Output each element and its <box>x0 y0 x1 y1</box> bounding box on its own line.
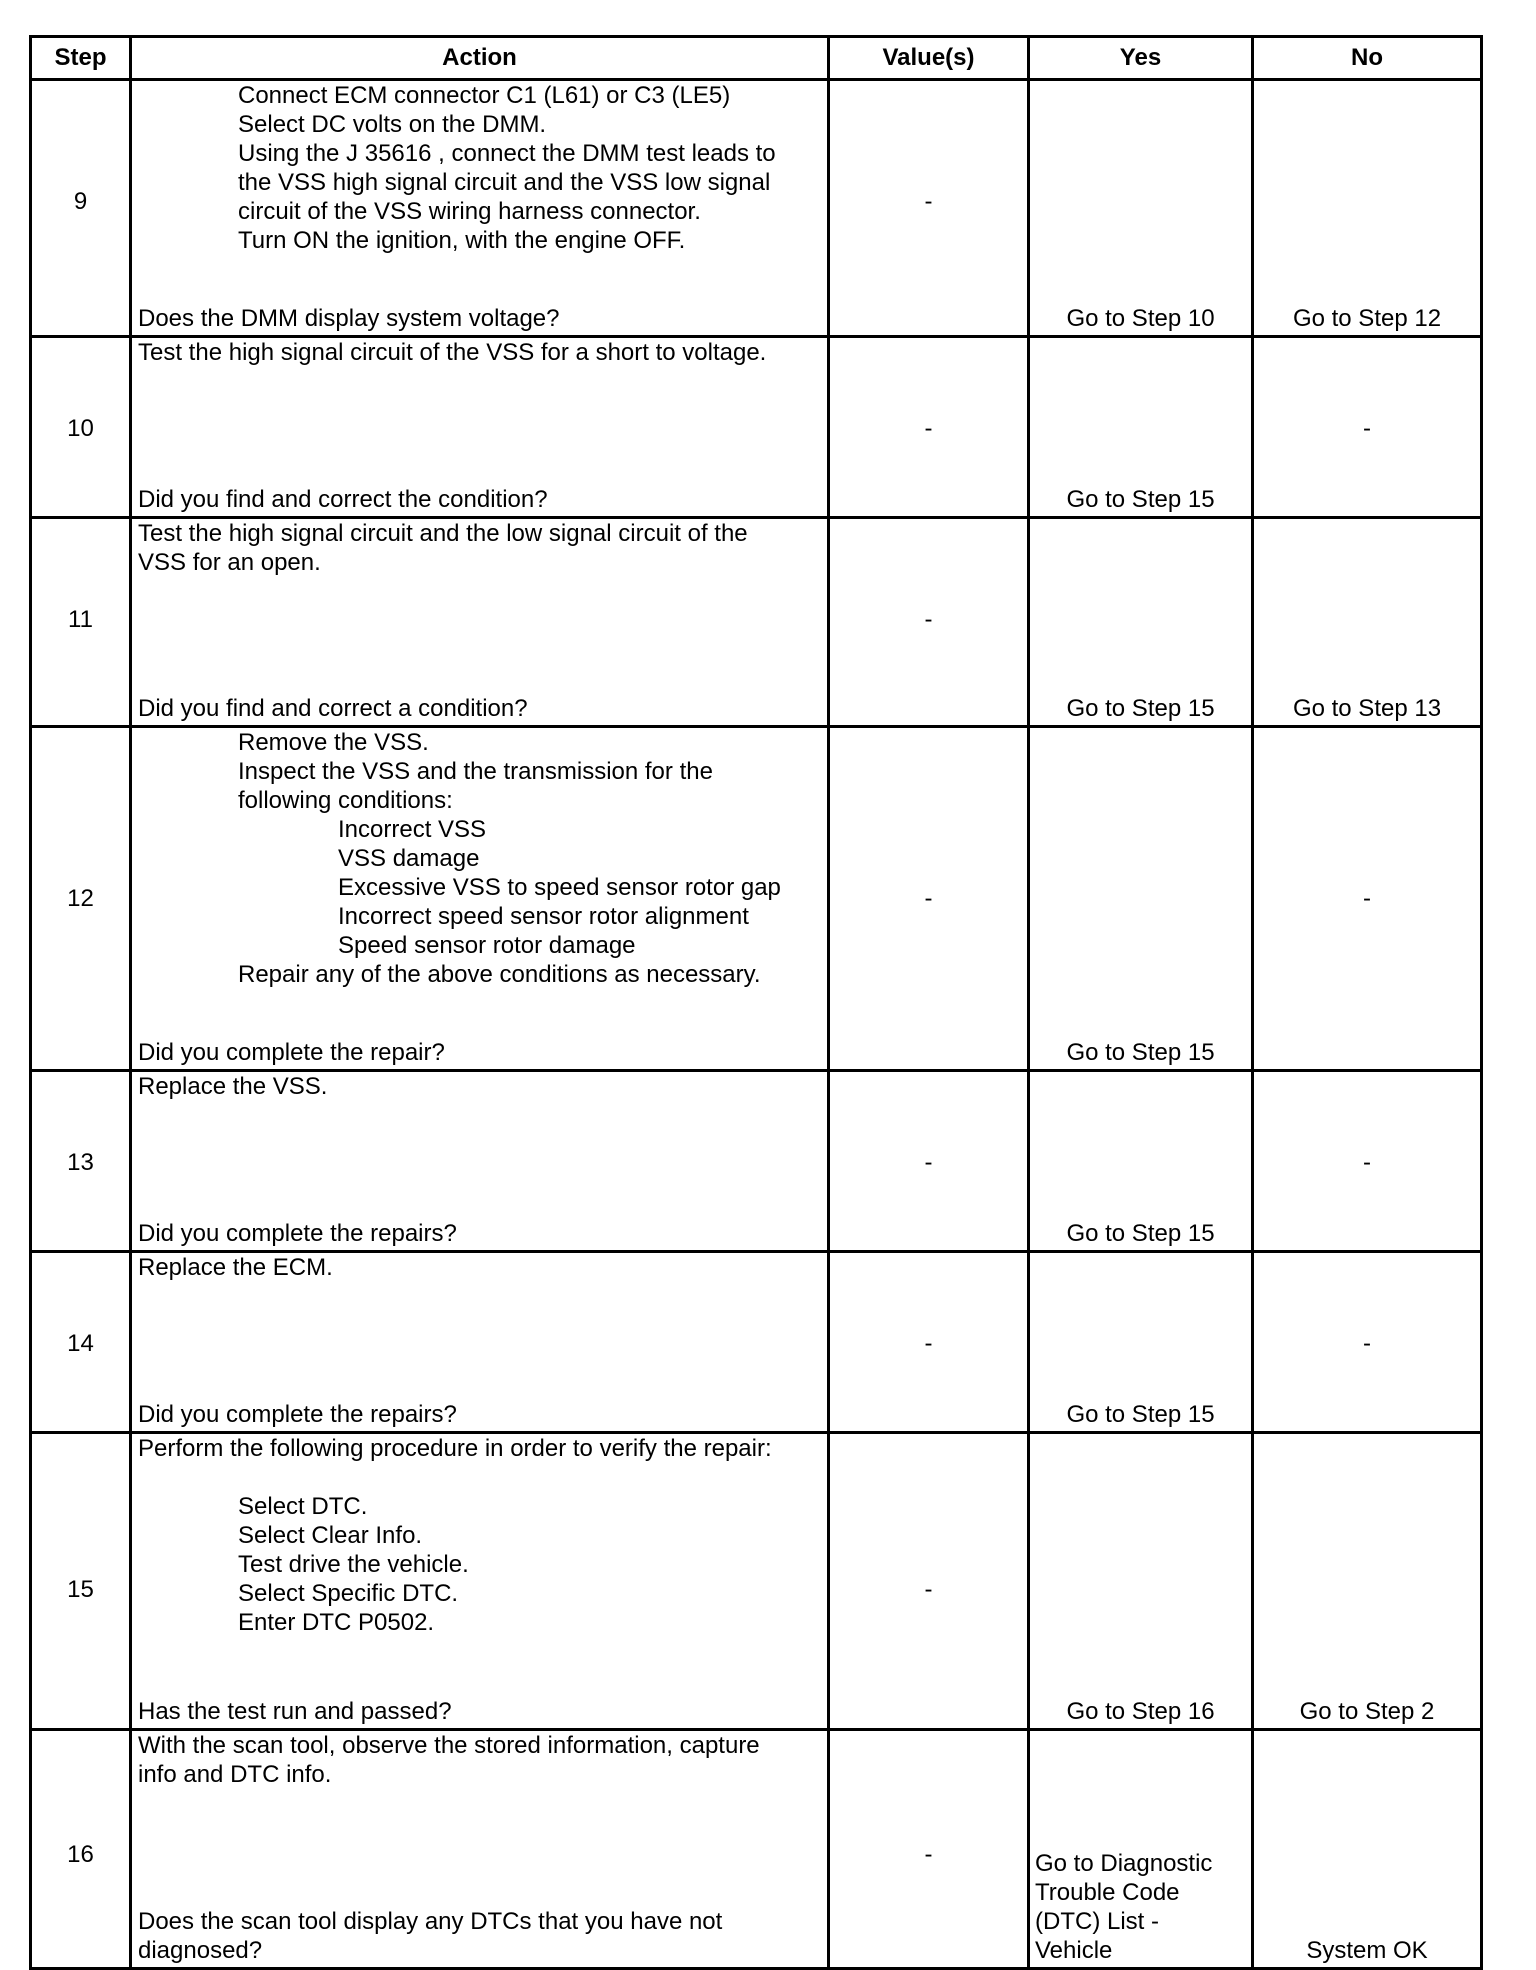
step-cell <box>31 727 131 1071</box>
yes-cell <box>1029 727 1253 1071</box>
value-text: - <box>924 1330 933 1357</box>
action-line: Repair any of the above conditions as necessary. <box>238 961 761 988</box>
yes-action <box>1030 1849 1251 1965</box>
action-line: Test the high signal circuit of the VSS for a short to voltage. <box>138 339 767 366</box>
action-line: Replace the ECM. <box>138 1254 333 1281</box>
action-line: circuit of the VSS wiring harness connector. <box>238 198 701 225</box>
action-line: Connect ECM connector C1 (L61) or C3 (LE5) <box>238 82 731 109</box>
action-question: Did you find and correct a condition? <box>138 695 528 722</box>
no-action: Go to Step 13 <box>1292 695 1442 722</box>
no-cell <box>1253 727 1482 1071</box>
no-action: System OK <box>1306 1937 1428 1964</box>
action-line: Incorrect VSS <box>338 816 487 843</box>
table-row <box>31 337 1482 518</box>
table-row <box>31 1252 1482 1433</box>
action-question: Did you complete the repair? <box>138 1039 445 1066</box>
action-line: Turn ON the ignition, with the engine OFF. <box>238 227 686 254</box>
value-text: - <box>924 1576 933 1603</box>
action-line <box>138 1463 823 1492</box>
value-cell <box>829 1433 1029 1730</box>
header-yes: Yes <box>1029 37 1253 80</box>
step-number: 9 <box>73 188 88 215</box>
yes-action: Go to Step 15 <box>1066 486 1215 513</box>
table-row <box>31 1433 1482 1730</box>
yes-line: Vehicle <box>1035 1937 1113 1964</box>
yes-line: Go to Diagnostic <box>1035 1850 1213 1877</box>
action-cell <box>131 518 829 727</box>
action-question: Did you complete the repairs? <box>138 1401 457 1428</box>
action-line: Speed sensor rotor damage <box>338 932 636 959</box>
action-line: following conditions: <box>238 787 453 814</box>
value-text: - <box>924 1149 933 1176</box>
step-number: 16 <box>67 1841 94 1868</box>
no-cell <box>1253 80 1482 337</box>
yes-cell <box>1029 80 1253 337</box>
action-cell <box>131 80 829 337</box>
action-line: With the scan tool, observe the stored information, capture <box>138 1732 760 1759</box>
step-cell <box>31 80 131 337</box>
step-cell <box>31 518 131 727</box>
step-cell <box>31 1730 131 1969</box>
yes-cell <box>1029 1433 1253 1730</box>
table-row <box>31 518 1482 727</box>
table-row <box>31 1730 1482 1969</box>
no-action: - <box>1363 885 1371 912</box>
no-cell <box>1253 337 1482 518</box>
value-cell <box>829 1730 1029 1969</box>
yes-cell <box>1029 1730 1253 1969</box>
yes-action: Go to Step 15 <box>1066 1220 1215 1247</box>
header-no: No <box>1253 37 1482 80</box>
yes-action: Go to Step 16 <box>1066 1698 1215 1725</box>
question-line: diagnosed? <box>138 1937 263 1964</box>
value-cell <box>829 1071 1029 1252</box>
table-body <box>31 80 1482 1969</box>
yes-action: Go to Step 15 <box>1066 1039 1215 1066</box>
no-cell <box>1253 518 1482 727</box>
no-action: Go to Step 12 <box>1292 305 1442 332</box>
value-text: - <box>924 188 933 215</box>
yes-action: Go to Step 10 <box>1066 305 1215 332</box>
step-cell <box>31 1433 131 1730</box>
yes-cell <box>1029 1071 1253 1252</box>
value-cell <box>829 727 1029 1071</box>
step-cell <box>31 337 131 518</box>
step-cell <box>31 1252 131 1433</box>
value-cell <box>829 1252 1029 1433</box>
action-line: Replace the VSS. <box>138 1073 328 1100</box>
table-row <box>31 1071 1482 1252</box>
action-line: the VSS high signal circuit and the VSS low signal <box>238 169 771 196</box>
value-text: - <box>924 606 933 633</box>
action-line: Select DTC. <box>238 1493 368 1520</box>
no-cell <box>1253 1730 1482 1969</box>
table-row <box>31 727 1482 1071</box>
step-number: 12 <box>67 885 94 912</box>
yes-cell <box>1029 518 1253 727</box>
action-cell <box>131 727 829 1071</box>
step-number: 14 <box>67 1330 94 1357</box>
yes-action: Go to Step 15 <box>1066 695 1215 722</box>
yes-line: Trouble Code <box>1035 1879 1180 1906</box>
yes-cell <box>1029 337 1253 518</box>
header-step: Step <box>31 37 131 80</box>
question-line: Does the scan tool display any DTCs that you have not <box>138 1908 723 1935</box>
no-cell <box>1253 1433 1482 1730</box>
value-cell <box>829 80 1029 337</box>
action-cell <box>131 1433 829 1730</box>
action-question: Did you find and correct the condition? <box>138 486 548 513</box>
no-action: - <box>1363 1149 1371 1176</box>
step-number: 11 <box>68 606 93 633</box>
header-row <box>31 37 1482 80</box>
value-text: - <box>924 415 933 442</box>
header-values: Value(s) <box>829 37 1029 80</box>
action-question <box>138 1907 823 1965</box>
yes-action: Go to Step 15 <box>1066 1401 1215 1428</box>
action-cell <box>131 1071 829 1252</box>
header-action: Action <box>131 37 829 80</box>
action-cell <box>131 337 829 518</box>
step-number: 10 <box>67 415 94 442</box>
action-line: info and DTC info. <box>138 1761 332 1788</box>
action-line: Select Specific DTC. <box>238 1580 459 1607</box>
action-line: VSS damage <box>338 845 480 872</box>
action-cell <box>131 1730 829 1969</box>
action-line: Select Clear Info. <box>238 1522 423 1549</box>
action-line: Incorrect speed sensor rotor alignment <box>338 903 749 930</box>
yes-line: (DTC) List - <box>1035 1908 1159 1935</box>
action-line: Test drive the vehicle. <box>238 1551 469 1578</box>
value-cell <box>829 337 1029 518</box>
no-cell <box>1253 1252 1482 1433</box>
action-line: Select DC volts on the DMM. <box>238 111 547 138</box>
action-question: Did you complete the repairs? <box>138 1220 457 1247</box>
step-number: 13 <box>67 1149 94 1176</box>
step-number: 15 <box>67 1576 94 1603</box>
action-line: VSS for an open. <box>138 549 321 576</box>
action-line: Enter DTC P0502. <box>238 1609 435 1636</box>
value-text: - <box>924 885 933 912</box>
action-question: Does the DMM display system voltage? <box>138 305 560 332</box>
action-line: Perform the following procedure in order to verify the repair: <box>138 1435 772 1462</box>
yes-cell <box>1029 1252 1253 1433</box>
action-line: Remove the VSS. <box>238 729 429 756</box>
action-line: Test the high signal circuit and the low signal circuit of the <box>138 520 748 547</box>
table-row <box>31 80 1482 337</box>
no-action: Go to Step 2 <box>1299 1698 1435 1725</box>
no-cell <box>1253 1071 1482 1252</box>
value-cell <box>829 518 1029 727</box>
value-text: - <box>924 1841 933 1868</box>
action-line: Using the J 35616 , connect the DMM test leads to <box>238 140 776 167</box>
no-action: - <box>1363 415 1371 442</box>
action-line: Inspect the VSS and the transmission for the <box>238 758 713 785</box>
no-action: - <box>1363 1330 1371 1357</box>
action-cell <box>131 1252 829 1433</box>
action-question: Has the test run and passed? <box>138 1698 452 1725</box>
step-cell <box>31 1071 131 1252</box>
diagnostic-procedure-table <box>29 35 1483 1970</box>
action-line: Excessive VSS to speed sensor rotor gap <box>338 874 781 901</box>
